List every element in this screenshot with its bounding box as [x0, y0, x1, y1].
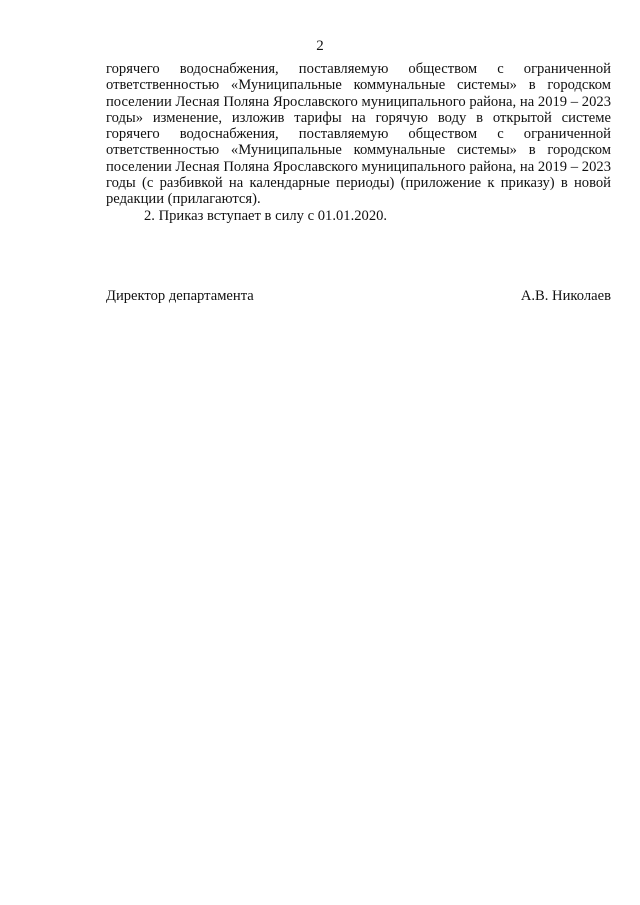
document-body — [106, 61, 611, 224]
page-number: 2 — [316, 38, 324, 54]
signatory-position: Директор департамента — [106, 288, 254, 304]
signature-block — [106, 288, 611, 305]
signatory-name: А.В. Николаев — [520, 288, 611, 304]
paragraph-continuation: горячего водоснабжения, поставляемую обществом с ограниченной ответственностью «Муниципальные коммунальные системы» в городском поселении Лесная Поляна Ярославского муниципального района, на 2019 – 2023 годы» изменение, изложив тарифы на горячую воду в открытой системе горячего водоснабжения, поставляемую обществом с ограниченной ответственностью «Муниципальные коммунальные системы» в городском поселении Лесная Поляна Ярославского муниципального района, на 2019 – 2023 годы (с разбивкой на календарные периоды) (приложение к приказу) в новой редакции (прилагаются). — [106, 61, 611, 208]
paragraph-item-2: 2. Приказ вступает в силу с 01.01.2020. — [144, 207, 388, 224]
